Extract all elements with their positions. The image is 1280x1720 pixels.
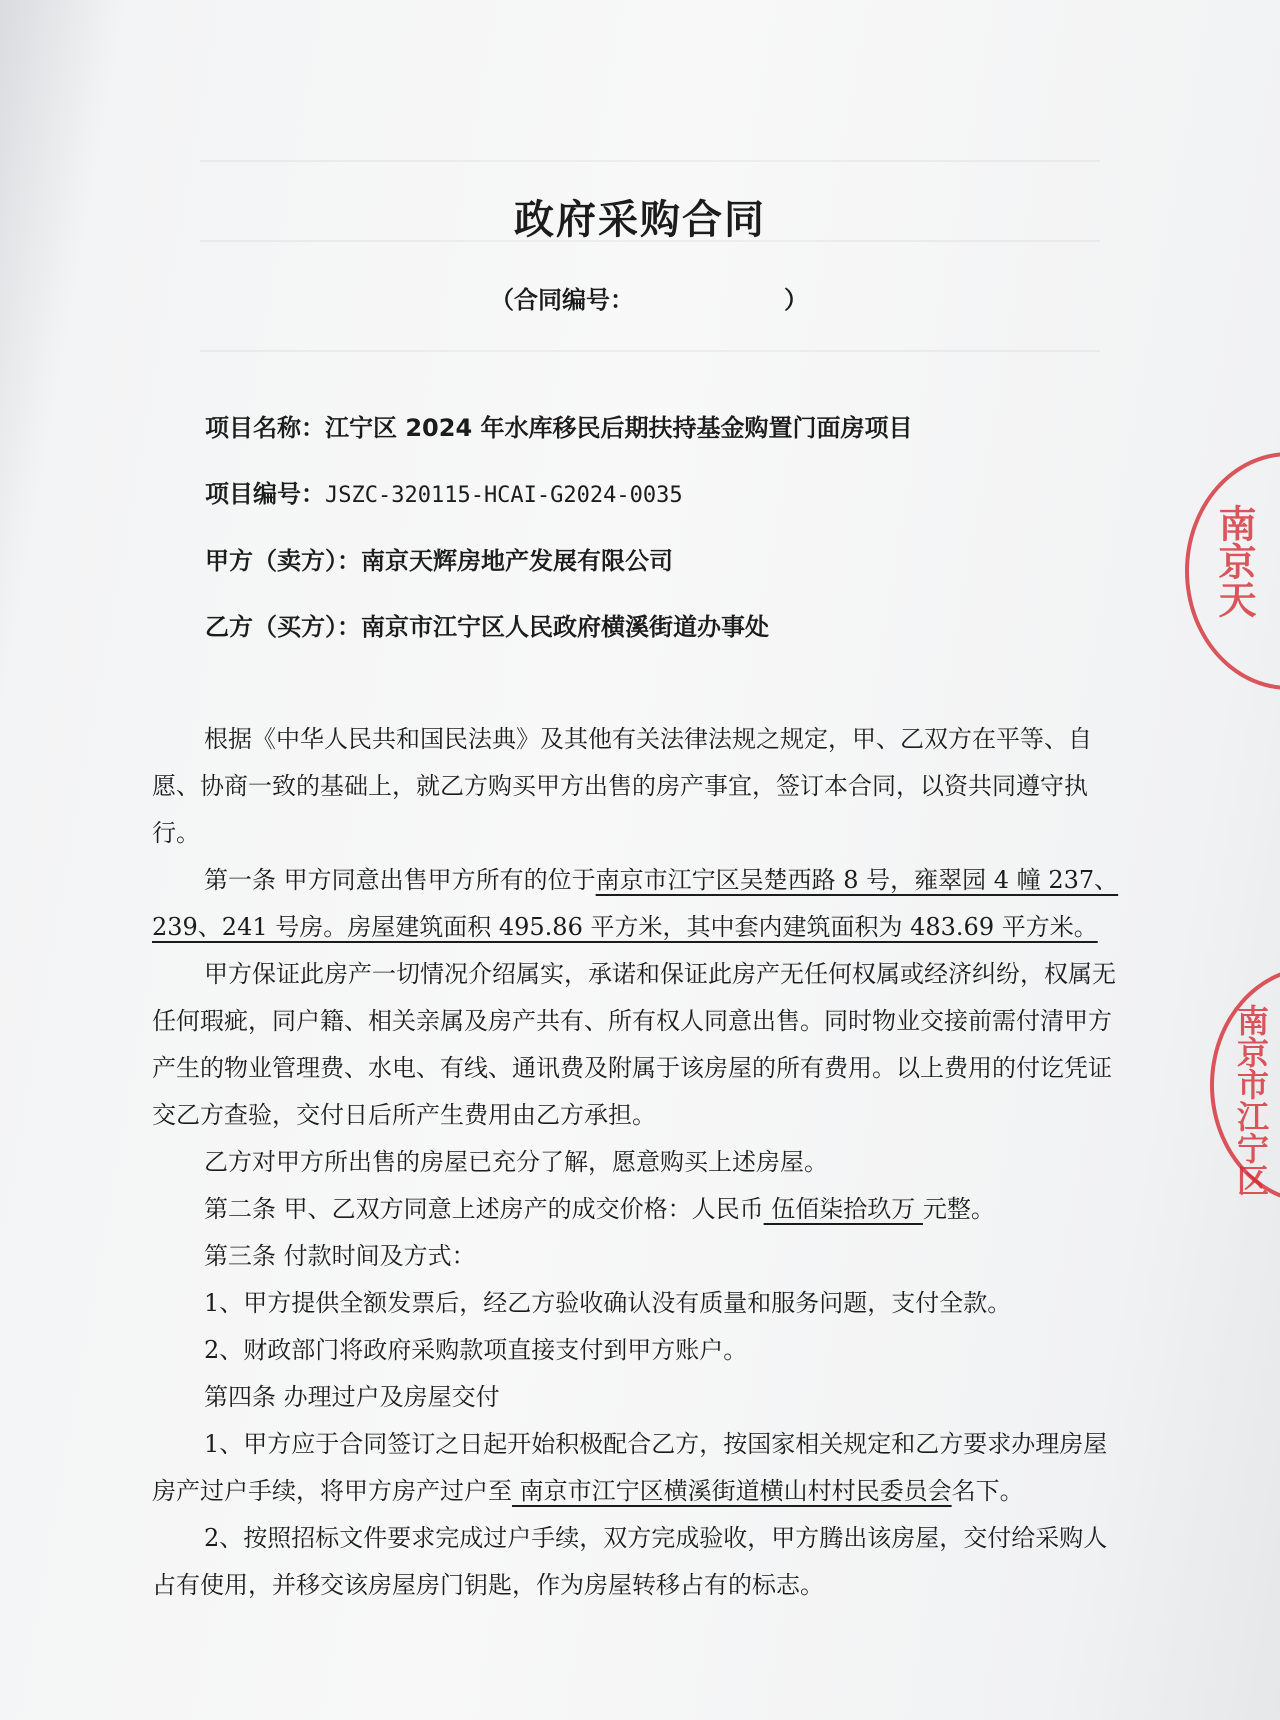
document-title: 政府采购合同	[514, 197, 766, 243]
party-b-value: 南京市江宁区人民政府横溪街道办事处	[361, 613, 769, 641]
project-name-label: 项目名称：	[205, 414, 325, 442]
buyer-understanding: 乙方对甲方所出售的房屋已充分了解，愿意购买上述房屋。	[204, 1148, 828, 1176]
project-name-value: 江宁区 2024 年水库移民后期扶持基金购置门面房项目	[325, 414, 913, 442]
article-3-item-1: 1、甲方提供全额发票后，经乙方验收确认没有质量和服务问题，支付全款。	[204, 1289, 1012, 1317]
project-name-row	[205, 408, 913, 443]
intro-paragraph: 根据《中华人民共和国民法典》及其他有关法律法规之规定，甲、乙双方在平等、自愿、协商一致的基础上，就乙方购买甲方出售的房产事宜，签订本合同，以资共同遵守执行。	[152, 725, 1092, 847]
article-2-text: 第二条 甲、乙双方同意上述房产的成交价格：人民币	[204, 1195, 764, 1223]
article-2	[152, 1186, 1122, 1233]
seal-text: 南京市江宁区	[1232, 1004, 1270, 1196]
article-1-text: 第一条 甲方同意出售甲方所有的位于	[204, 866, 596, 894]
contract-number-close: ）	[784, 286, 808, 314]
article-4-item-1	[152, 1421, 1122, 1515]
project-number-row	[205, 474, 683, 509]
project-number-label: 项目编号：	[205, 480, 325, 508]
bleed-through-line	[200, 160, 1100, 162]
bleed-through-line	[200, 350, 1100, 352]
contract-number-label: （合同编号：	[490, 286, 634, 314]
contract-number	[490, 280, 808, 315]
article-4-transferee: 南京市江宁区横溪街道横山村村民委员会	[512, 1477, 952, 1505]
article-4-item-1-text: 1、甲方应于合同签订之日起开始积极配合乙方，按国家相关规定和乙方要求办理房屋房产过户手续，将甲方房产过户至	[152, 1430, 1108, 1505]
article-4: 第四条 办理过户及房屋交付	[204, 1383, 500, 1411]
company-seal-stamp	[1185, 452, 1280, 690]
party-a-row	[205, 541, 673, 576]
party-a-label: 甲方（卖方）：	[205, 547, 361, 575]
party-b-label: 乙方（买方）：	[205, 613, 361, 641]
contract-body	[152, 716, 1122, 1609]
government-seal-stamp	[1210, 966, 1280, 1204]
article-2-suffix: 元整。	[922, 1195, 995, 1223]
project-number-value: JSZC-320115-HCAI-G2024-0035	[325, 483, 683, 508]
article-3-item-2: 2、财政部门将政府采购款项直接支付到甲方账户。	[204, 1336, 748, 1364]
article-4-item-2: 2、按照招标文件要求完成过户手续，双方完成验收，甲方腾出该房屋，交付给采购人占有使用，并移交该房屋房门钥匙，作为房屋转移占有的标志。	[152, 1524, 1108, 1599]
article-3: 第三条 付款时间及方式：	[204, 1242, 476, 1270]
article-4-item-1-suffix: 名下。	[951, 1477, 1024, 1505]
party-a-value: 南京天辉房地产发展有限公司	[361, 547, 673, 575]
article-2-amount: 伍佰柒拾玖万	[763, 1195, 923, 1223]
article-1-property: 南京市江宁区吴楚西路 8 号，雍翠园 4 幢 237、239、241 号房。房屋建筑面积 495.86 平方米，其中套内建筑面积为 483.69 平方米。	[152, 866, 1119, 941]
seal-text: 南京天	[1212, 504, 1256, 618]
article-1	[152, 857, 1122, 951]
guarantee-paragraph: 甲方保证此房产一切情况介绍属实，承诺和保证此房产无任何权属或经济纠纷，权属无任何瑕疵，同户籍、相关亲属及房产共有、所有权人同意出售。同时物业交接前需付清甲方产生的物业管理费、水电、有线、通讯费及附属于该房屋的所有费用。以上费用的付讫凭证交乙方查验，交付日后所产生费用由乙方承担。	[152, 960, 1116, 1129]
party-b-row	[205, 607, 769, 642]
